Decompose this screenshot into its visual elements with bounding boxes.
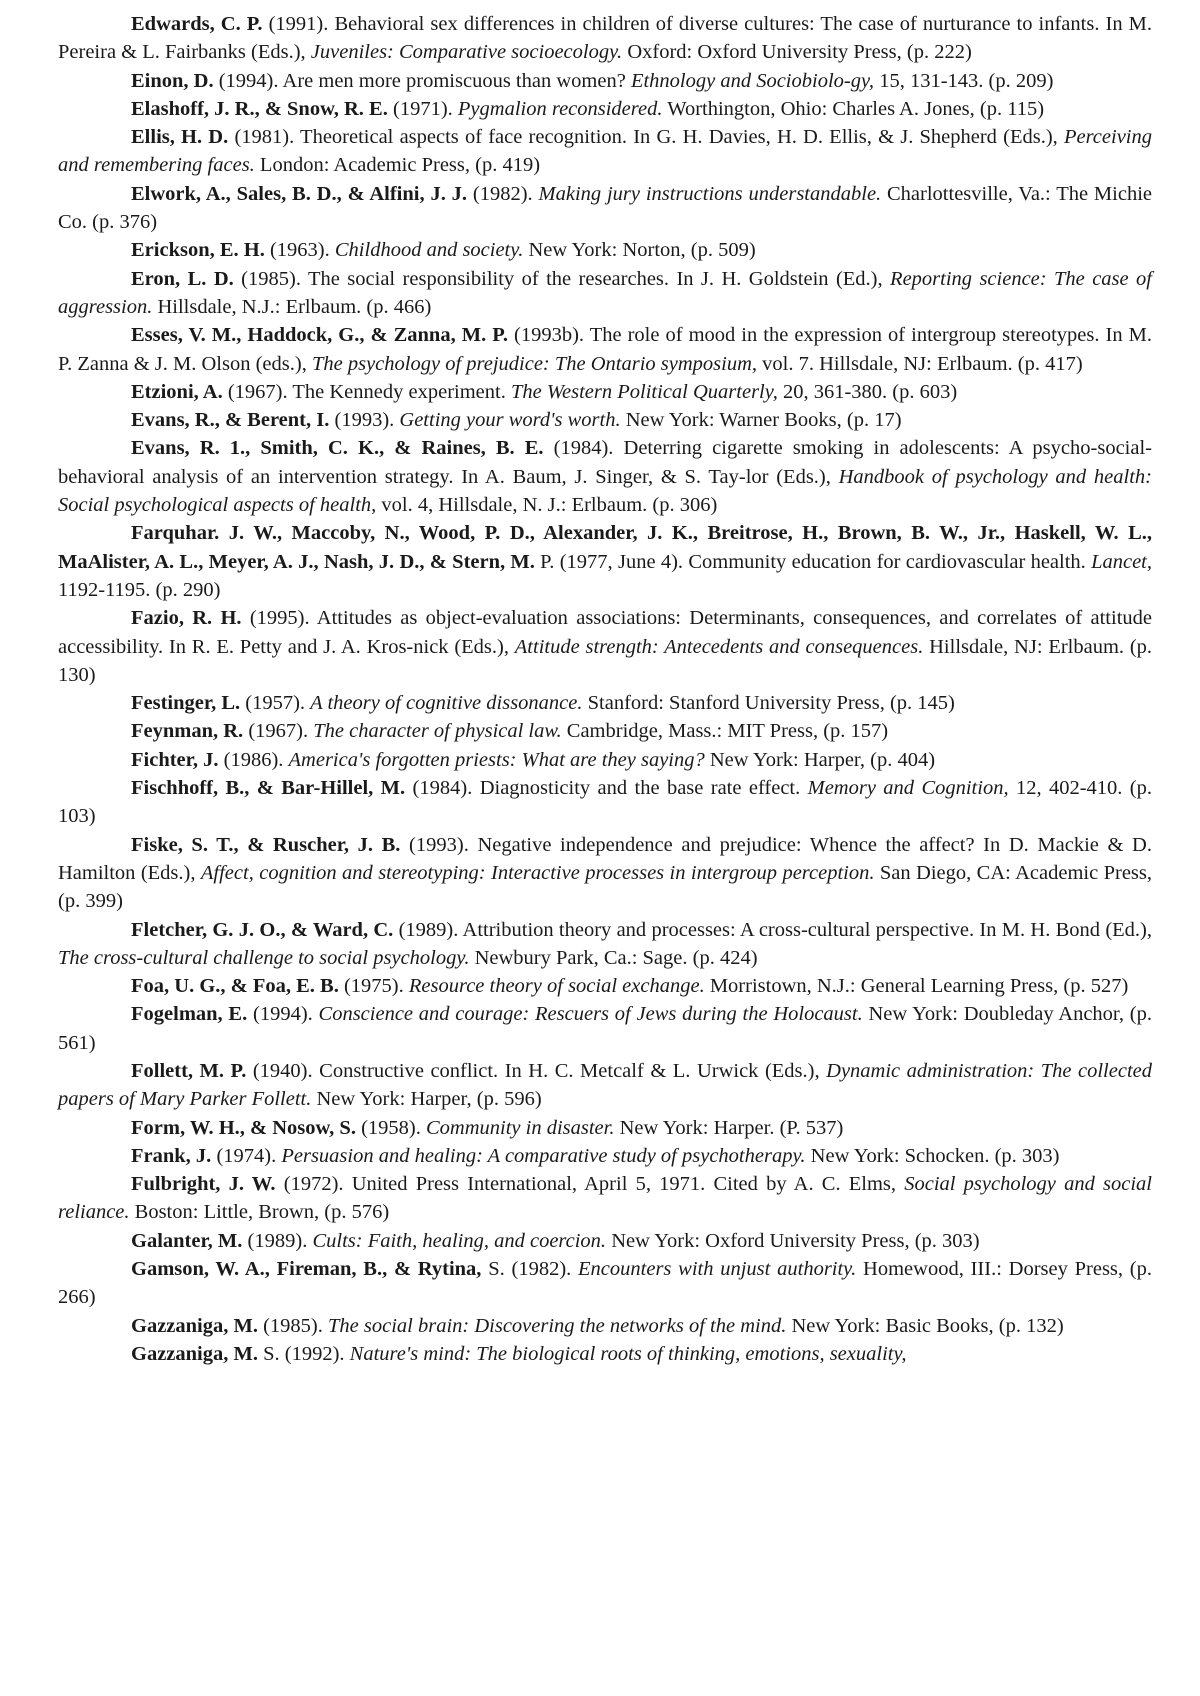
reference-title: Handbook of psychology and health: Social psychological aspects of health, [58,466,1152,516]
reference-entry [58,1114,1152,1142]
reference-entry [58,406,1152,434]
reference-entry [58,321,1152,378]
reference-list [58,10,1152,1368]
reference-entry [58,916,1152,973]
reference-text: Community education for cardiovascular health. [688,551,1091,573]
reference-author: Follett, M. P. [131,1060,246,1082]
reference-author: Esses, V. M., Haddock, G., & Zanna, M. P. [131,324,508,346]
reference-source: New York: Basic Books, (p. 132) [786,1315,1063,1337]
reference-entry [58,831,1152,916]
reference-author: Form, W. H., & Nosow, S. [131,1117,356,1139]
reference-author: Einon, D. [131,70,214,92]
reference-author: Elashoff, J. R., & Snow, R. E. [131,98,388,120]
reference-text: Negative independence and prejudice: Whence the affect? In D. Mackie & D. Hamilton (Eds.), [58,834,1152,884]
reference-year: (1993). [329,409,399,431]
reference-source: 15, 131-143. (p. 209) [874,70,1053,92]
reference-entry [58,10,1152,67]
reference-author: Ellis, H. D. [131,126,228,148]
reference-source: vol. 4, Hillsdale, N. J.: Erlbaum. (p. 306) [376,494,717,516]
reference-text: United Press International, April 5, 1971. Cited by A. C. Elms, [352,1173,905,1195]
reference-year: (1940). [246,1060,319,1082]
reference-title: The cross-cultural challenge to social psychology. [58,947,469,969]
reference-text: Are men more promiscuous than women? [283,70,631,92]
reference-source: Newbury Park, Ca.: Sage. (p. 424) [469,947,757,969]
reference-year: (1957). [240,692,310,714]
reference-year: (1984). [405,777,480,799]
reference-author: Evans, R., & Berent, I. [131,409,329,431]
reference-author: Feynman, R. [131,720,243,742]
reference-year: (1967). [223,381,293,403]
reference-source: Homewood, III.: Dorsey Press, (p. 266) [58,1258,1152,1308]
reference-entry [58,1312,1152,1340]
reference-year: (1984). [544,437,624,459]
reference-entry [58,67,1152,95]
reference-title: Affect, cognition and stereotyping: Interactive processes in intergroup perception. [201,862,875,884]
reference-text: The role of mood in the expression of intergroup stereotypes. In M. P. Zanna & J. M. Olson (eds.), [58,324,1152,374]
reference-entry [58,434,1152,519]
reference-year: (1993b). [508,324,590,346]
reference-text: Deterring cigarette smoking in adolescents: A psycho-social-behavioral analysis of an intervention strategy. In A. Baum, J. Singer, & S. Tay-lor (Eds.), [58,437,1152,487]
reference-author: Farquhar. J. W., Maccoby, N., Wood, P. D., Alexander, J. K., Breitrose, H., Brown, B. W., Jr., Haskell, W. L., MaAlister, A. L., Meyer, A. J., Nash, J. D., & Stern, M. [58,522,1152,572]
reference-source: Cambridge, Mass.: MIT Press, (p. 157) [562,720,888,742]
reference-page [0,0,1200,1696]
reference-entry [58,717,1152,745]
reference-source: Worthington, Ohio: Charles A. Jones, (p. 115) [662,98,1044,120]
reference-entry [58,265,1152,322]
reference-year: (1967). [243,720,313,742]
reference-year: (1994). [214,70,283,92]
reference-entry [58,1057,1152,1114]
reference-source: New York: Warner Books, (p. 17) [621,409,902,431]
reference-author: Gazzaniga, M. [131,1343,258,1365]
reference-title: Community in disaster. [426,1117,615,1139]
reference-year: (1975). [339,975,409,997]
reference-source: 1192-1195. (p. 290) [58,579,220,601]
reference-title: Social psychology and social reliance. [58,1173,1152,1223]
reference-year: S. (1992). [258,1343,350,1365]
reference-year: (1993). [400,834,477,856]
reference-author: Elwork, A., Sales, B. D., & Alfini, J. J. [131,183,467,205]
reference-title: Nature's mind: The biological roots of thinking, emotions, sexuality, [350,1343,907,1365]
reference-year: (1994). [247,1003,318,1025]
reference-title: Cults: Faith, healing, and coercion. [312,1230,606,1252]
reference-year: (1981). [228,126,300,148]
reference-entry [58,972,1152,1000]
reference-source: Morristown, N.J.: General Learning Press, (p. 527) [705,975,1129,997]
reference-title: Lancet, [1091,551,1152,573]
reference-year: (1985). [258,1315,328,1337]
reference-title: Attitude strength: Antecedents and consequences. [515,636,924,658]
reference-year: (1958). [356,1117,426,1139]
reference-text: Attribution theory and processes: A cross-cultural perspective. In M. H. Bond (Ed.), [463,919,1152,941]
reference-entry [58,95,1152,123]
reference-source: Boston: Little, Brown, (p. 576) [130,1201,390,1223]
reference-year: (1989). [242,1230,312,1252]
reference-source: Oxford: Oxford University Press, (p. 222) [622,41,972,63]
reference-source: New York: Doubleday Anchor, (p. 561) [58,1003,1152,1053]
reference-author: Erickson, E. H. [131,239,265,261]
reference-author: Fiske, S. T., & Ruscher, J. B. [131,834,400,856]
reference-author: Fischhoff, B., & Bar-Hillel, M. [131,777,405,799]
reference-entry [58,1227,1152,1255]
reference-author: Gazzaniga, M. [131,1315,258,1337]
reference-title: Childhood and society. [335,239,523,261]
reference-author: Fichter, J. [131,749,219,771]
reference-year: S. (1982). [481,1258,578,1280]
reference-source: New York: Oxford University Press, (p. 303) [606,1230,980,1252]
reference-author: Gamson, W. A., Fireman, B., & Rytina, [131,1258,481,1280]
reference-source: New York: Harper. (P. 537) [614,1117,843,1139]
reference-entry [58,123,1152,180]
reference-year: (1963). [265,239,335,261]
reference-entry [58,180,1152,237]
reference-author: Galanter, M. [131,1230,242,1252]
reference-title: Reporting science: The case of aggression. [58,268,1152,318]
reference-entry [58,1170,1152,1227]
reference-author: Etzioni, A. [131,381,223,403]
reference-title: Pygmalion reconsidered. [458,98,663,120]
reference-year: (1971). [388,98,458,120]
reference-entry [58,519,1152,604]
reference-source: 12, 402-410. (p. 103) [58,777,1152,827]
reference-author: Fulbright, J. W. [131,1173,276,1195]
reference-author: Fletcher, G. J. O., & Ward, C. [131,919,393,941]
reference-source: San Diego, CA: Academic Press, (p. 399) [58,862,1152,912]
reference-title: Memory and Cognition, [808,777,1009,799]
reference-title: America's forgotten priests: What are they saying? [289,749,705,771]
reference-text: Behavioral sex differences in children of diverse cultures: The case of nurturance to infants. In M. Pereira & L. Fairbanks (Eds.), [58,13,1152,63]
reference-author: Eron, L. D. [131,268,234,290]
reference-title: The psychology of prejudice: The Ontario symposium, [312,353,757,375]
reference-source: New York: Schocken. (p. 303) [806,1145,1060,1167]
reference-author: Edwards, C. P. [131,13,263,35]
reference-source: New York: Harper, (p. 404) [705,749,935,771]
reference-year: (1986). [219,749,289,771]
reference-year: (1991). [263,13,335,35]
reference-author: Fogelman, E. [131,1003,247,1025]
reference-year: P. (1977, June 4). [535,551,688,573]
reference-title: The social brain: Discovering the networks of the mind. [328,1315,786,1337]
reference-title: Encounters with unjust authority. [578,1258,856,1280]
reference-source: vol. 7. Hillsdale, NJ: Erlbaum. (p. 417) [757,353,1083,375]
reference-source: London: Academic Press, (p. 419) [255,154,540,176]
reference-entry [58,1000,1152,1057]
reference-title: Getting your word's worth. [399,409,620,431]
reference-author: Foa, U. G., & Foa, E. B. [131,975,339,997]
reference-entry [58,1340,1152,1368]
reference-entry [58,236,1152,264]
reference-title: The Western Political Quarterly, [511,381,778,403]
reference-entry [58,1255,1152,1312]
reference-title: Resource theory of social exchange. [409,975,705,997]
reference-title: Dynamic administration: The collected papers of Mary Parker Follett. [58,1060,1152,1110]
reference-title: Juveniles: Comparative socioecology. [311,41,622,63]
reference-source: Hillsdale, NJ: Erlbaum. (p. 130) [58,636,1152,686]
reference-year: (1995). [242,607,317,629]
reference-year: (1989). [393,919,462,941]
reference-author: Evans, R. 1., Smith, C. K., & Raines, B. E. [131,437,544,459]
reference-text: Theoretical aspects of face recognition. In G. H. Davies, H. D. Ellis, & J. Shepherd (Eds.), [300,126,1064,148]
reference-source: Hillsdale, N.J.: Erlbaum. (p. 466) [152,296,431,318]
reference-text: The social responsibility of the researches. In J. H. Goldstein (Ed.), [308,268,890,290]
reference-entry [58,746,1152,774]
reference-title: Conscience and courage: Rescuers of Jews during the Holocaust. [319,1003,863,1025]
reference-title: Making jury instructions understandable. [539,183,882,205]
reference-year: (1974). [211,1145,281,1167]
reference-source: 20, 361-380. (p. 603) [778,381,957,403]
reference-source: Stanford: Stanford University Press, (p. 145) [583,692,955,714]
reference-entry [58,689,1152,717]
reference-text: Constructive conflict. In H. C. Metcalf & L. Urwick (Eds.), [319,1060,826,1082]
reference-source: Charlottesville, Va.: The Michie Co. (p. 376) [58,183,1152,233]
reference-year: (1985). [234,268,308,290]
reference-source: New York: Harper, (p. 596) [311,1088,541,1110]
reference-source: New York: Norton, (p. 509) [523,239,755,261]
reference-entry [58,604,1152,689]
reference-text: Attitudes as object-evaluation associations: Determinants, consequences, and correlates of attitude accessibility. In R. E. Petty and J. A. Kros-nick (Eds.), [58,607,1152,657]
reference-author: Fazio, R. H. [131,607,242,629]
reference-entry [58,1142,1152,1170]
reference-text: Diagnosticity and the base rate effect. [480,777,808,799]
reference-entry [58,774,1152,831]
reference-title: Perceiving and remembering faces. [58,126,1152,176]
reference-author: Frank, J. [131,1145,211,1167]
reference-title: A theory of cognitive dissonance. [310,692,582,714]
reference-title: Persuasion and healing: A comparative study of psychotherapy. [281,1145,805,1167]
reference-year: (1972). [276,1173,352,1195]
reference-title: The character of physical law. [313,720,561,742]
reference-year: (1982). [467,183,538,205]
reference-text: The Kennedy experiment. [292,381,511,403]
reference-title: Ethnology and Sociobiolo-gy, [631,70,874,92]
reference-author: Festinger, L. [131,692,240,714]
reference-entry [58,378,1152,406]
